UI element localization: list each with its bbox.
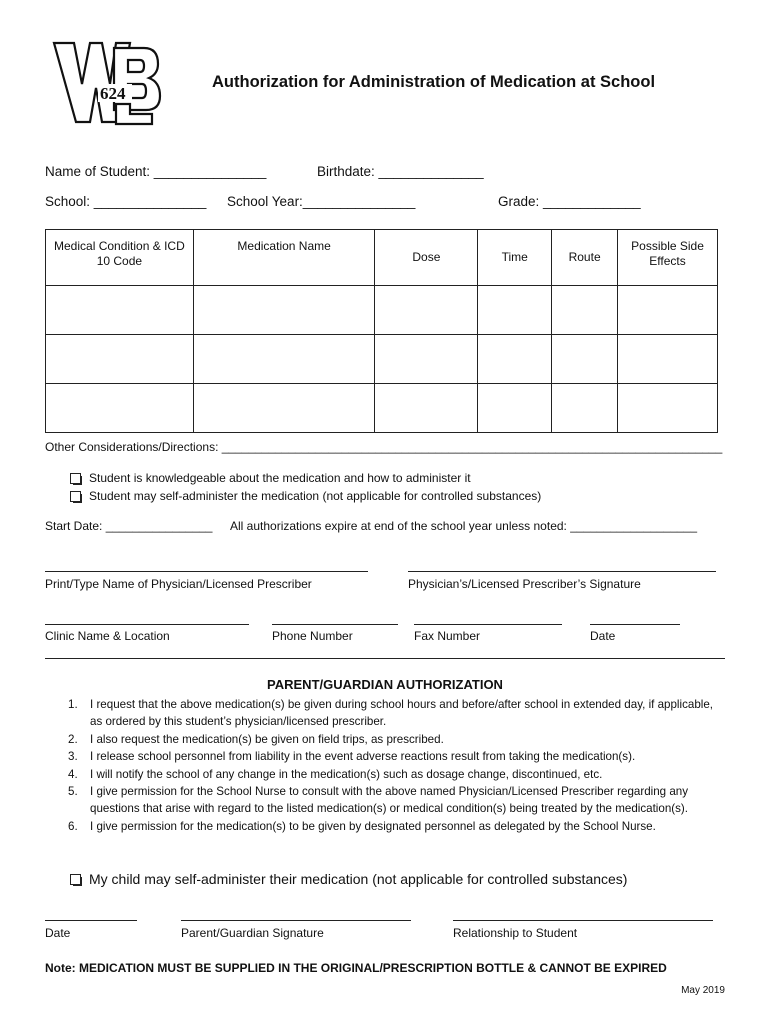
- table-cell[interactable]: [46, 335, 194, 384]
- self-administer-checkbox-row[interactable]: [70, 489, 541, 503]
- table-cell[interactable]: [478, 286, 552, 335]
- table-cell[interactable]: [193, 384, 375, 433]
- other-considerations-field[interactable]: Other Considerations/Directions: ___________________________________________________________________________: [45, 440, 723, 454]
- date-label: Date: [590, 629, 616, 643]
- student-name-field[interactable]: Name of Student: _______________: [45, 164, 267, 179]
- col-header-route: Route: [552, 230, 618, 286]
- table-cell[interactable]: [552, 286, 618, 335]
- relationship-line[interactable]: [453, 920, 713, 921]
- checkbox-icon[interactable]: [70, 491, 81, 502]
- relationship-label: Relationship to Student: [453, 926, 578, 940]
- date-line[interactable]: [590, 624, 680, 625]
- prescriber-signature-line[interactable]: [408, 571, 716, 572]
- list-item: 4. I will notify the school of any change in the medication(s) such as dosage change, discontinued, etc.: [68, 767, 603, 781]
- school-district-logo: [52, 40, 164, 126]
- table-row: [46, 335, 718, 384]
- knowledgeable-label: Student is knowledgeable about the medication and how to administer it: [89, 471, 471, 485]
- table-cell[interactable]: [552, 384, 618, 433]
- table-cell[interactable]: [618, 335, 718, 384]
- list-item: 5. I give permission for the School Nurse to consult with the above named Physician/Licensed Prescriber regarding any questions that arise with regard to the listed medication(s) or medical condition(s) being treated by the medication(s).: [68, 785, 689, 816]
- col-header-dose: Dose: [375, 230, 478, 286]
- table-cell[interactable]: [193, 286, 375, 335]
- phone-label: Phone Number: [272, 629, 353, 643]
- clinic-line[interactable]: [45, 624, 249, 625]
- start-date-field[interactable]: Start Date: ________________: [45, 519, 213, 533]
- print-name-label: Print/Type Name of Physician/Licensed Prescriber: [45, 577, 312, 591]
- table-cell[interactable]: [478, 384, 552, 433]
- col-header-time: Time: [478, 230, 552, 286]
- school-year-field[interactable]: School Year:_______________: [227, 194, 416, 209]
- col-header-condition: Medical Condition & ICD 10 Code: [46, 230, 194, 286]
- table-cell[interactable]: [618, 286, 718, 335]
- parent-date-line[interactable]: [45, 920, 137, 921]
- table-row: [46, 384, 718, 433]
- table-cell[interactable]: [46, 286, 194, 335]
- logo-number: 624: [100, 84, 126, 103]
- list-item: 3. I release school personnel from liability in the event adverse reactions result from taking the medication(s).: [68, 750, 636, 764]
- checkbox-icon[interactable]: [70, 473, 81, 484]
- clinic-label: Clinic Name & Location: [45, 629, 170, 643]
- table-cell[interactable]: [375, 286, 478, 335]
- table-header-row: [46, 230, 718, 286]
- print-name-line[interactable]: [45, 571, 368, 572]
- phone-line[interactable]: [272, 624, 398, 625]
- authorization-list: [68, 696, 718, 835]
- medication-note: Note: MEDICATION MUST BE SUPPLIED IN THE ORIGINAL/PRESCRIPTION BOTTLE & CANNOT BE EXPIRED: [45, 961, 667, 975]
- fax-line[interactable]: [414, 624, 562, 625]
- table-cell[interactable]: [193, 335, 375, 384]
- fax-label: Fax Number: [414, 629, 481, 643]
- page-title: Authorization for Administration of Medication at School: [212, 73, 656, 91]
- birthdate-field[interactable]: Birthdate: ______________: [317, 164, 484, 179]
- table-cell[interactable]: [478, 335, 552, 384]
- table-cell[interactable]: [375, 335, 478, 384]
- table-cell[interactable]: [375, 384, 478, 433]
- col-header-side-effects: Possible Side Effects: [618, 230, 718, 286]
- col-header-medication: Medication Name: [193, 230, 375, 286]
- prescriber-signature-label: Physician’s/Licensed Prescriber’s Signature: [408, 577, 641, 591]
- table-row: [46, 286, 718, 335]
- knowledgeable-checkbox-row[interactable]: [70, 471, 471, 485]
- expiration-note-field[interactable]: All authorizations expire at end of the school year unless noted: ___________________: [230, 519, 698, 533]
- grade-field[interactable]: Grade: _____________: [498, 194, 641, 209]
- section-divider: [45, 658, 725, 659]
- table-cell[interactable]: [618, 384, 718, 433]
- list-item: 2. I also request the medication(s) be given on field trips, as prescribed.: [68, 732, 444, 746]
- parent-section-title: PARENT/GUARDIAN AUTHORIZATION: [267, 677, 503, 692]
- self-administer-label: Student may self-administer the medication (not applicable for controlled substances): [89, 489, 542, 503]
- table-cell[interactable]: [552, 335, 618, 384]
- checkbox-icon[interactable]: [70, 874, 81, 885]
- table-cell[interactable]: [46, 384, 194, 433]
- revision-date: May 2019: [681, 985, 725, 996]
- parent-signature-label: Parent/Guardian Signature: [181, 926, 324, 940]
- medication-table: [45, 229, 718, 433]
- school-field[interactable]: School: _______________: [45, 194, 207, 209]
- parent-signature-line[interactable]: [181, 920, 411, 921]
- list-item: 1. I request that the above medication(s) be given during school hours and before/after school in extended day, if applicable, as ordered by this student’s physician/licensed prescriber.: [68, 698, 714, 729]
- parent-date-label: Date: [45, 926, 71, 940]
- child-self-administer-label: My child may self-administer their medication (not applicable for controlled substances): [89, 871, 628, 887]
- child-self-administer-checkbox-row[interactable]: [70, 871, 627, 887]
- logo-graphic: [52, 40, 164, 126]
- list-item: 6. I give permission for the medication(s) to be given by designated personnel as delegated by the School Nurse.: [68, 819, 656, 833]
